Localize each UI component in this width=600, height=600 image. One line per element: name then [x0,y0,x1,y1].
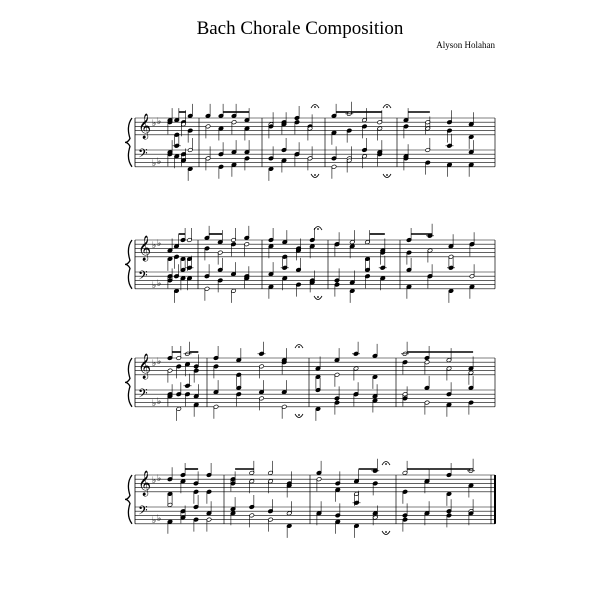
flat-icon: ♭ [152,476,157,486]
brace-icon [125,240,132,289]
flat-icon: ♭ [152,281,157,291]
flat-icon: ♭ [157,157,162,167]
flat-icon: ♭ [157,279,162,289]
bass-clef-icon: 𝄢 [138,503,148,521]
flat-icon: ♭ [157,474,162,484]
brace-icon [125,475,132,524]
flat-icon: ♭ [157,514,162,524]
treble-clef-icon: 𝄞 [138,114,152,139]
fermata-dot [385,531,387,533]
fermata-dot [314,106,316,108]
system-2 [125,224,495,303]
flat-icon: ♭ [152,119,157,129]
fermata-dot [317,296,319,298]
fermata-dot [386,174,388,176]
treble-clef-icon: 𝄞 [138,354,152,379]
bass-staff [135,503,495,526]
treble-staff [135,470,495,496]
fermata-dot [314,174,316,176]
brace-icon [125,118,132,167]
flat-icon: ♭ [152,359,157,369]
bass-staff [135,386,495,409]
flat-icon: ♭ [152,399,157,409]
fermata-dot [386,106,388,108]
bass-clef-icon: 𝄢 [138,386,148,404]
bass-clef-icon: 𝄢 [138,146,148,164]
treble-clef-icon: 𝄞 [138,471,152,496]
fermata-dot [298,346,300,348]
flat-icon: ♭ [152,241,157,251]
system-1 [125,102,495,181]
flat-icon: ♭ [152,159,157,169]
treble-staff [135,353,495,379]
composer-name: Alyson Holahan [436,40,495,50]
fermata-dot [317,228,319,230]
flat-icon: ♭ [157,117,162,127]
brace-icon [125,358,132,407]
bass-clef-icon: 𝄢 [138,268,148,286]
score-title: Bach Chorale Composition [196,18,404,39]
flat-icon: ♭ [157,357,162,367]
system-3 [125,342,495,421]
flat-icon: ♭ [152,516,157,526]
system-4 [125,459,495,538]
fermata-dot [385,463,387,465]
treble-clef-icon: 𝄞 [138,236,152,261]
flat-icon: ♭ [157,397,162,407]
fermata-dot [298,414,300,416]
flat-icon: ♭ [157,239,162,249]
